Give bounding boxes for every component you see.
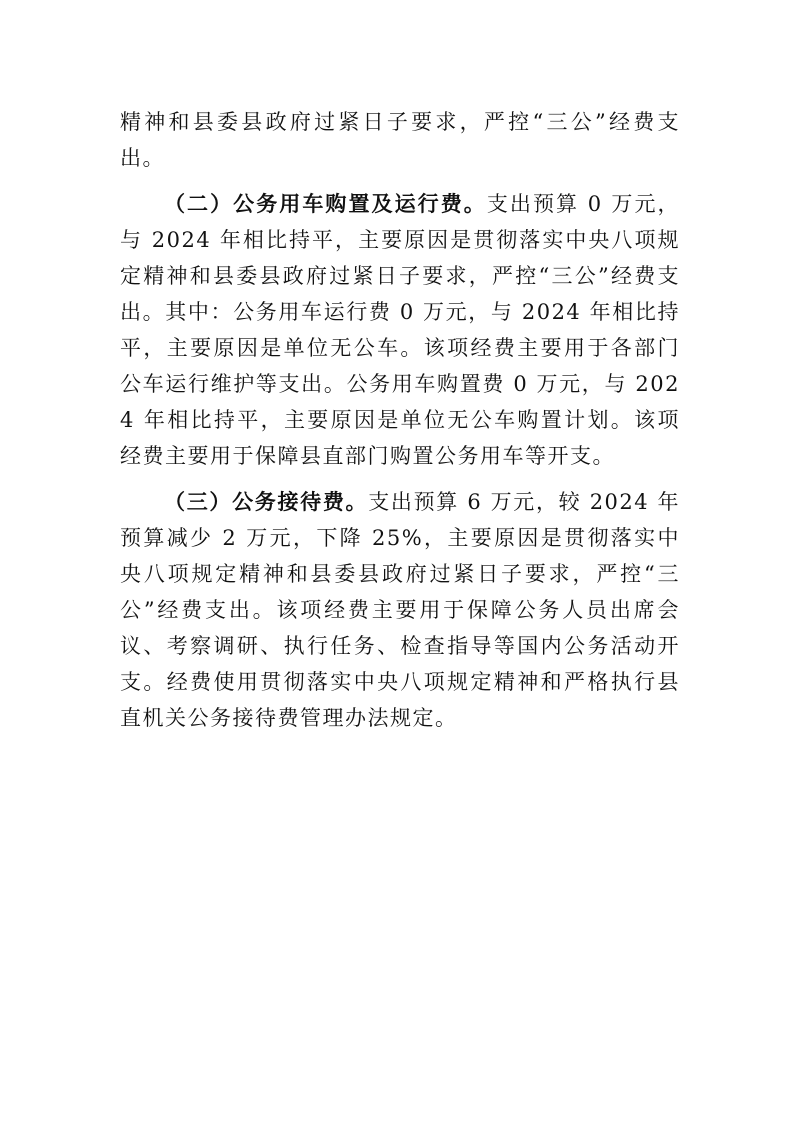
paragraph-text: 支出预算 0 万元，与 2024 年相比持平，主要原因是贯彻落实中央八项规定精神和县委县政府过紧日子要求，严控“三公”经费支出。其中：公务用车运行费 0 万元，与 2024 年相比持平，主要原因是单位无公车。该项经费主要用于各部门公车运行维护等支出。公务用车购置费 0 万元，与 2024 年相比持平，主要原因是单位无公车购置计划。该项经费主要用于保障县直部门购置公务用车等开支。 — [120, 192, 681, 468]
section-heading-vehicle: （二）公务用车购置及运行费。 — [164, 191, 487, 216]
paragraph-text: 精神和县委县政府过紧日子要求，严控“三公”经费支出。 — [120, 110, 680, 170]
paragraph-text: 支出预算 6 万元，较 2024 年预算减少 2 万元，下降 25%，主要原因是贯彻落实中央八项规定精神和县委县政府过紧日子要求，严控“三公”经费支出。该项经费主要用于保障公务人员出席会议、考察调研、执行任务、检查指导等国内公务活动开支。经费使用贯彻落实中央八项规定精神和严格执行县直机关公务接待费管理办法规定。 — [120, 490, 681, 730]
paragraph-continuation — [120, 104, 680, 176]
paragraph-vehicle-expenses — [120, 186, 680, 474]
paragraph-reception-expenses — [120, 484, 680, 736]
section-heading-reception: （三）公务接待费。 — [164, 489, 369, 514]
document-body — [120, 104, 680, 736]
